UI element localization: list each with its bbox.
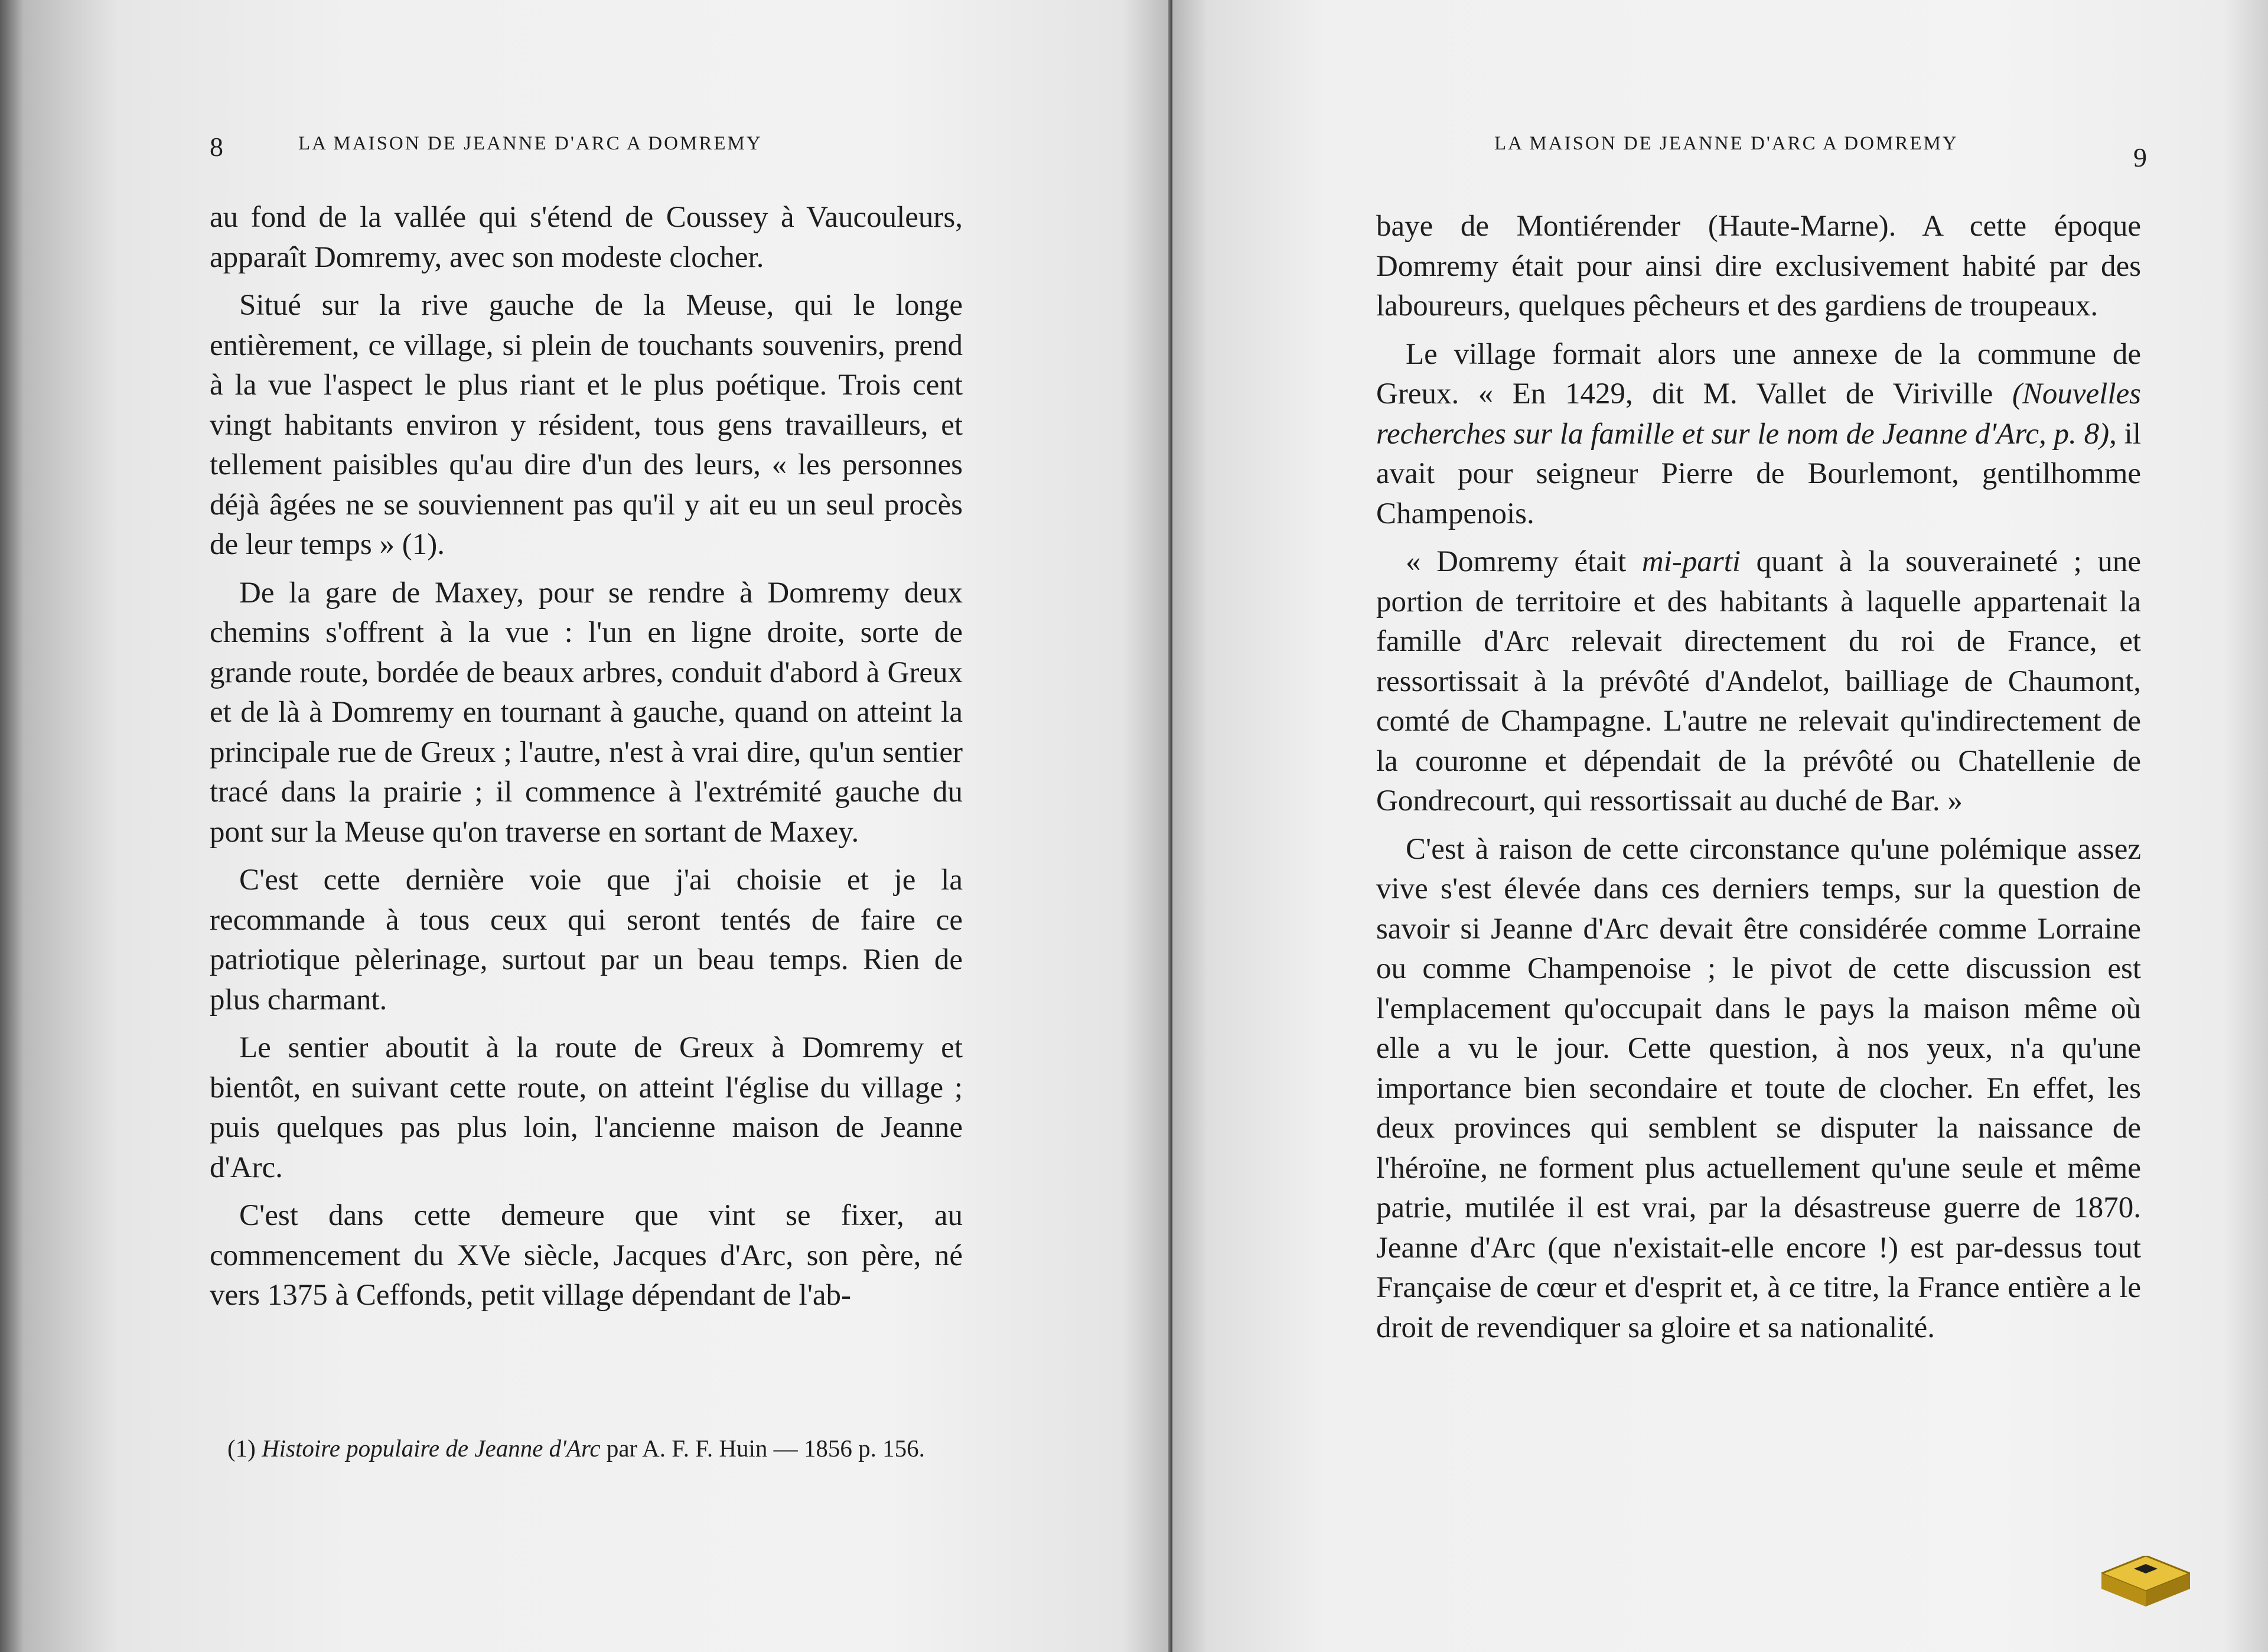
left-paragraph-3: De la gare de Maxey, pour se rendre à Domremy deux chemins s'offrent à la vue : l'un en ligne droite, sorte de grande route, bordée de beaux arbres, conduit d'abord à Greux et de là à Domremy en tournant à gauche, quand on atteint la principale rue de Greux ; l'autre, n'est à vrai dire, qu'un sentier tracé dans la prairie ; il commence à l'extrémité gauche du pont sur la Meuse qu'on traverse en sortant de Maxey. [210,576,963,849]
right-paragraph-3 [1376,542,2141,822]
right-p2-end: , il avait pour seigneur Pierre de Bourlemont, gentilhomme Champenois. [1376,417,2142,530]
left-running-header: LA MAISON DE JEANNE D'ARC A DOMREMY [298,133,762,154]
right-p2-start: Le village formait alors une annexe de la commune de Greux. « En 1429, dit M. Vallet de Viriville [1376,337,2141,410]
left-folio: 8 [210,132,223,162]
footnote-title: Histoire populaire de Jeanne d'Arc [262,1435,601,1462]
left-paragraph-4: C'est cette dernière voie que j'ai choisie et je la recommande à tous ceux qui seront tentés de faire ce patriotique pèlerinage, surtout par un beau temps. Rien de plus charmant. [210,864,963,1016]
right-p3-start: « Domremy était [1406,545,1642,578]
right-p2-citation: (Nouvelles recherches sur la famille et sur le nom de Jeanne d'Arc, p. 8) [1376,377,2141,451]
right-paragraph-1: baye de Montiérender (Haute-Marne). A cette époque Domremy était pour ainsi dire exclusivement habité par des laboureurs, quelques pêcheurs et des gardiens de troupeaux. [1376,210,2141,322]
yellow-box-icon[interactable] [2101,1556,2190,1607]
right-p3-end: quant à la souveraineté ; une portion de territoire et des habitants à laquelle appartenait la famille d'Arc relevait directement du roi de France, et ressortissait à la prévôté d'Andelot, bailliage de Chaumont, comté de Champagne. L'autre ne relevait qu'indirectement de la couronne et dépendait de la prévôté ou Chatellenie de Gondrecourt, qui ressortissait au duché de Bar. » [1376,545,2141,817]
right-paragraph-2 [1376,335,2141,535]
left-paragraph-1: au fond de la vallée qui s'étend de Coussey à Vaucouleurs, apparaît Domremy, avec son modeste clocher. [210,201,963,274]
footnote-rest: par A. F. F. Huin — 1856 p. 156. [600,1435,925,1462]
left-footnote [204,1435,957,1462]
left-paragraph-6: C'est dans cette demeure que vint se fixer, au commencement du XVe siècle, Jacques d'Arc, son père, né vers 1375 à Ceffonds, petit village dépendant de l'ab- [210,1199,963,1312]
left-paragraph-2: Situé sur la rive gauche de la Meuse, qui le longe entièrement, ce village, si plein de touchants souvenirs, prend à la vue l'aspect le plus riant et le plus poétique. Trois cent vingt habitants environ y résident, tous gens travailleurs, et tellement paisibles qu'au dire d'un des leurs, « les personnes déjà âgées ne se souviennent pas qu'il y ait eu un seul procès de leur temps » (1). [210,289,963,561]
right-folio: 9 [2133,142,2147,172]
left-body-text [210,198,963,1324]
left-paragraph-5: Le sentier aboutit à la route de Greux à Domremy et bientôt, en suivant cette route, on atteint l'église du village ; puis quelques pas plus loin, l'ancienne maison de Jeanne d'Arc. [210,1031,963,1184]
right-paragraph-4: C'est à raison de cette circonstance qu'une polémique assez vive s'est élevée dans ces derniers temps, sur la question de savoir si Jeanne d'Arc devait être considérée comme Lorraine ou comme Champenoise ; le pivot de cette discussion est l'emplacement qu'occupait dans le pays la maison même où elle a vu le jour. Cette question, à nos yeux, n'a qu'une importance bien secondaire et toute de clocher. En effet, les deux provinces qui semblent se disputer la naissance de l'héroïne, ne forment plus actuellement qu'une seule et même patrie, mutilée il est vrai, par la désastreuse guerre de 1870. Jeanne d'Arc (que n'existait-elle encore !) est par-dessus tout Française de cœur et d'esprit et, à ce titre, la France entière a le droit de revendiquer sa gloire et sa nationalité. [1376,832,2141,1344]
right-p3-italic: mi-parti [1641,545,1741,578]
right-body-text [1376,207,2141,1356]
right-running-header: LA MAISON DE JEANNE D'ARC A DOMREMY [1494,133,1959,154]
right-page [1172,0,2268,1652]
footnote-mark: (1) [227,1435,256,1462]
